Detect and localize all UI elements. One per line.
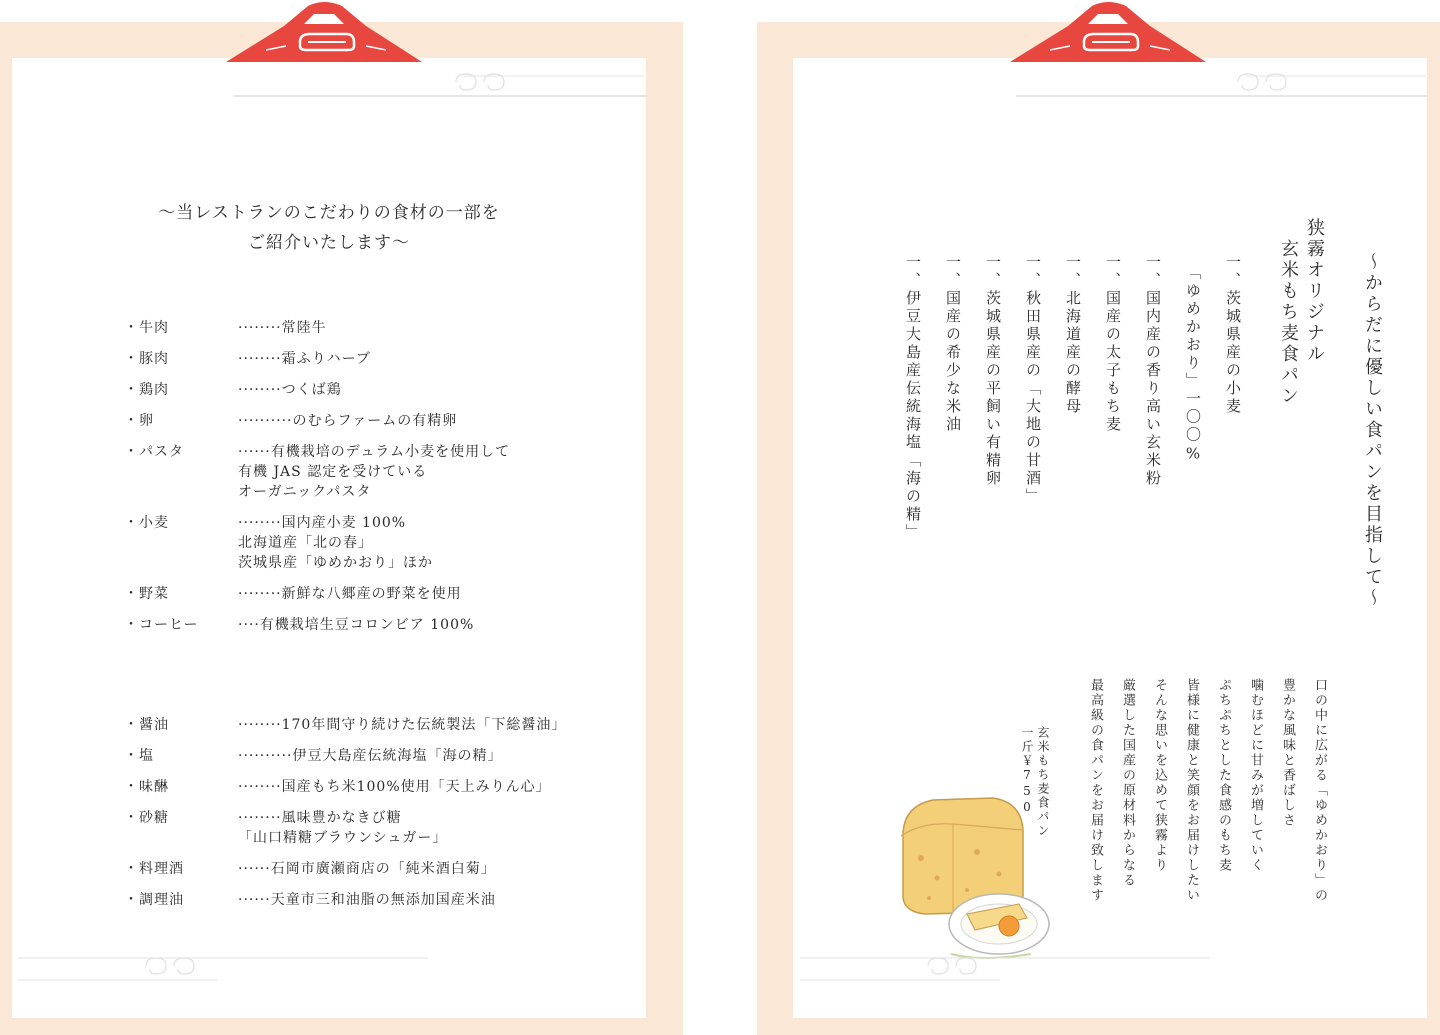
bread-product-title: 狭霧オリジナル 玄米もち麦食パン: [1278, 218, 1325, 407]
ingredient-desc: ··········のむらファームの有精卵: [238, 413, 458, 429]
right-page-paper: [793, 58, 1427, 1018]
seasoning-name: ・味醂: [124, 779, 169, 795]
left-menu-page: [0, 22, 683, 1035]
ingredient-row: [124, 380, 510, 400]
ingredient-name: ・卵: [124, 413, 154, 429]
ingredient-row: [124, 442, 510, 502]
ingredient-desc: ····有機栽培生豆コロンビア 100%: [238, 617, 475, 633]
seasoning-desc: ········国産もち米100%使用「天上みりん心」: [238, 779, 551, 795]
seasoning-name: ・醤油: [124, 717, 169, 733]
cloud-line-icon: [234, 70, 654, 100]
ingredient-name: ・野菜: [124, 586, 169, 602]
ingredient-row: [124, 615, 510, 635]
cloud-line-icon: [18, 952, 438, 988]
ingredient-row: [124, 411, 510, 431]
cloud-line-icon: [1016, 70, 1436, 100]
ingredient-row: [124, 584, 510, 604]
ingredient-desc: ········新鮮な八郷産の野菜を使用: [238, 586, 462, 602]
seasoning-row: [124, 859, 566, 879]
seasoning-name: ・調理油: [124, 892, 184, 908]
seasoning-row: [124, 715, 566, 735]
intro-line-2: ご紹介いたします～: [248, 233, 410, 253]
bread-illustration: [881, 778, 1061, 968]
bread-features-list: 一、茨城県産の小麦 「ゆめかおり」一〇〇% 一、国内産の香り高い玄米粉 一、国産の太子もち麦 一、北海道産の酵母 一、秋田県産の「大地の甘酒」 一、茨城県産の平飼い有精卵 一、国産の希少な米油 一、伊豆大島産伝統海塩「海の精」: [904, 254, 1242, 542]
mountain-emblem-icon: [226, 0, 422, 64]
right-menu-page: [757, 22, 1440, 1035]
seasoning-name: ・料理酒: [124, 861, 184, 877]
seasoning-name: ・塩: [124, 748, 154, 764]
seasoning-row: [124, 890, 566, 910]
ingredient-name: ・小麦: [124, 515, 169, 531]
seasoning-row: [124, 808, 566, 848]
ingredient-desc: ········常陸牛: [238, 320, 327, 336]
ingredient-name: ・パスタ: [124, 444, 184, 460]
seasoning-row: [124, 777, 566, 797]
intro-line-1: ～当レストランのこだわりの食材の一部を: [158, 203, 500, 223]
ingredient-name: ・コーヒー: [124, 617, 199, 633]
seasoning-desc: ······石岡市廣瀬商店の「純米酒白菊」: [238, 861, 496, 877]
seasoning-list: [124, 715, 566, 921]
mountain-emblem-icon: [1010, 0, 1206, 64]
cloud-line-icon: [800, 952, 1220, 988]
seasoning-name: ・砂糖: [124, 810, 169, 826]
bread-description: 口の中に広がる「ゆめかおり」の 豊かな風味と香ばしさ 噛むほどに甘みが増していく ぷちぷちとした食感のもち麦 皆様に健康と笑顔をお届けしたい そんな思いを込めて狭霧より 厳選した国産の原材料からなる 最高級の食パンをお届け致します: [1088, 678, 1327, 903]
ingredient-row: [124, 349, 510, 369]
bread-price: 玄米もち麦食パン 一斤￥750: [1020, 726, 1050, 838]
seasoning-desc: ··········伊豆大島産伝統海塩「海の精」: [238, 748, 503, 764]
ingredient-name: ・牛肉: [124, 320, 169, 336]
ingredient-desc: ········霜ふりハーブ: [238, 351, 371, 367]
seasoning-desc: ······天童市三和油脂の無添加国産米油: [238, 892, 496, 908]
seasoning-desc: ········170年間守り続けた伝統製法「下総醤油」: [238, 717, 567, 733]
ingredient-name: ・豚肉: [124, 351, 169, 367]
ingredient-row: [124, 318, 510, 338]
bread-heading: ～からだに優しい食パンを目指して～: [1362, 252, 1383, 609]
ingredient-desc: ········つくば鶏: [238, 382, 342, 398]
seasoning-desc: ········風味豊かなきび糖 「山口精糖ブラウンシュガー」: [238, 810, 448, 846]
ingredient-desc: ········国内産小麦 100% 北海道産「北の春」 茨城県産「ゆめかおり」ほか: [238, 515, 433, 571]
intro-text: [12, 198, 646, 258]
ingredient-name: ・鶏肉: [124, 382, 169, 398]
ingredient-desc: ······有機栽培のデュラム小麦を使用して 有機 JAS 認定を受けている オーガニックパスタ: [238, 444, 511, 500]
seasoning-row: [124, 746, 566, 766]
ingredient-list: [124, 318, 510, 646]
ingredient-row: [124, 513, 510, 573]
left-page-paper: [12, 58, 646, 1018]
